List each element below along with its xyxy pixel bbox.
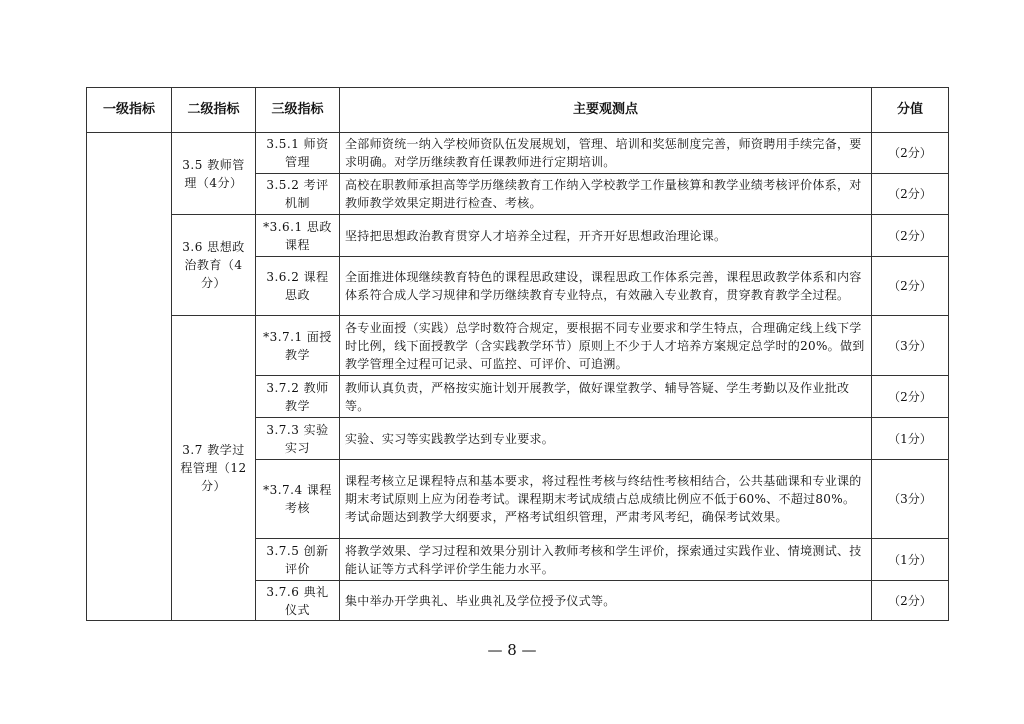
level3-cell: 3.7.5 创新评价 [256, 539, 340, 581]
observation-cell: 各专业面授（实践）总学时数符合规定，要根据不同专业要求和学生特点，合理确定线上线下学时比例，线下面授教学（含实践教学环节）原则上不少于人才培养方案规定总学时的20%。做到教学管理全过程可记录、可监控、可评价、可追溯。 [340, 316, 872, 376]
score-cell: （2分） [872, 376, 949, 418]
level3-cell: 3.6.2 课程思政 [256, 257, 340, 316]
observation-cell: 全面推进体现继续教育特色的课程思政建设，课程思政工作体系完善，课程思政教学体系和内容体系符合成人学习规律和学历继续教育专业特点，有效融入专业教育，贯穿教育教学全过程。 [340, 257, 872, 316]
level3-cell: 3.7.6 典礼仪式 [256, 581, 340, 621]
observation-cell: 教师认真负责，严格按实施计划开展教学，做好课堂教学、辅导答疑、学生考勤以及作业批改等。 [340, 376, 872, 418]
level3-cell: 3.7.2 教师教学 [256, 376, 340, 418]
table-row [87, 215, 949, 257]
header-level1: 一级指标 [87, 88, 172, 133]
header-level3: 三级指标 [256, 88, 340, 133]
level3-cell: *3.6.1 思政课程 [256, 215, 340, 257]
page-number: — 8 — [487, 641, 537, 659]
score-cell: （2分） [872, 581, 949, 621]
observation-cell: 实验、实习等实践教学达到专业要求。 [340, 418, 872, 460]
observation-cell: 高校在职教师承担高等学历继续教育工作纳入学校教学工作量核算和教学业绩考核评价体系，对教师教学效果定期进行检查、考核。 [340, 174, 872, 215]
header-level2: 二级指标 [172, 88, 256, 133]
header-points: 主要观测点 [340, 88, 872, 133]
level3-cell: *3.7.1 面授教学 [256, 316, 340, 376]
level1-cell [87, 133, 172, 621]
score-cell: （3分） [872, 316, 949, 376]
header-score: 分值 [872, 88, 949, 133]
evaluation-table [86, 87, 949, 621]
observation-cell: 坚持把思想政治教育贯穿人才培养全过程，开齐开好思想政治理论课。 [340, 215, 872, 257]
level2-cell: 3.5 教师管理（4分） [172, 133, 256, 215]
observation-cell: 全部师资统一纳入学校师资队伍发展规划，管理、培训和奖惩制度完善，师资聘用手续完备，要求明确。对学历继续教育任课教师进行定期培训。 [340, 133, 872, 174]
level3-cell: 3.5.1 师资管理 [256, 133, 340, 174]
level3-cell: 3.5.2 考评机制 [256, 174, 340, 215]
header-row [87, 88, 949, 133]
observation-cell: 集中举办开学典礼、毕业典礼及学位授予仪式等。 [340, 581, 872, 621]
level2-cell: 3.7 教学过程管理（12分） [172, 316, 256, 621]
table-row [87, 133, 949, 174]
observation-cell: 将教学效果、学习过程和效果分别计入教师考核和学生评价，探索通过实践作业、情境测试、技能认证等方式科学评价学生能力水平。 [340, 539, 872, 581]
score-cell: （1分） [872, 418, 949, 460]
score-cell: （2分） [872, 133, 949, 174]
score-cell: （2分） [872, 215, 949, 257]
observation-cell: 课程考核立足课程特点和基本要求，将过程性考核与终结性考核相结合，公共基础课和专业课的期末考试原则上应为闭卷考试。课程期末考试成绩占总成绩比例应不低于60%、不超过80%。考试命题达到教学大纲要求，严格考试组织管理，严肃考风考纪，确保考试效果。 [340, 460, 872, 539]
table-row [87, 316, 949, 376]
score-cell: （1分） [872, 539, 949, 581]
score-cell: （2分） [872, 174, 949, 215]
level2-cell: 3.6 思想政治教育（4分） [172, 215, 256, 316]
level3-cell: *3.7.4 课程考核 [256, 460, 340, 539]
score-cell: （3分） [872, 460, 949, 539]
level3-cell: 3.7.3 实验实习 [256, 418, 340, 460]
score-cell: （2分） [872, 257, 949, 316]
